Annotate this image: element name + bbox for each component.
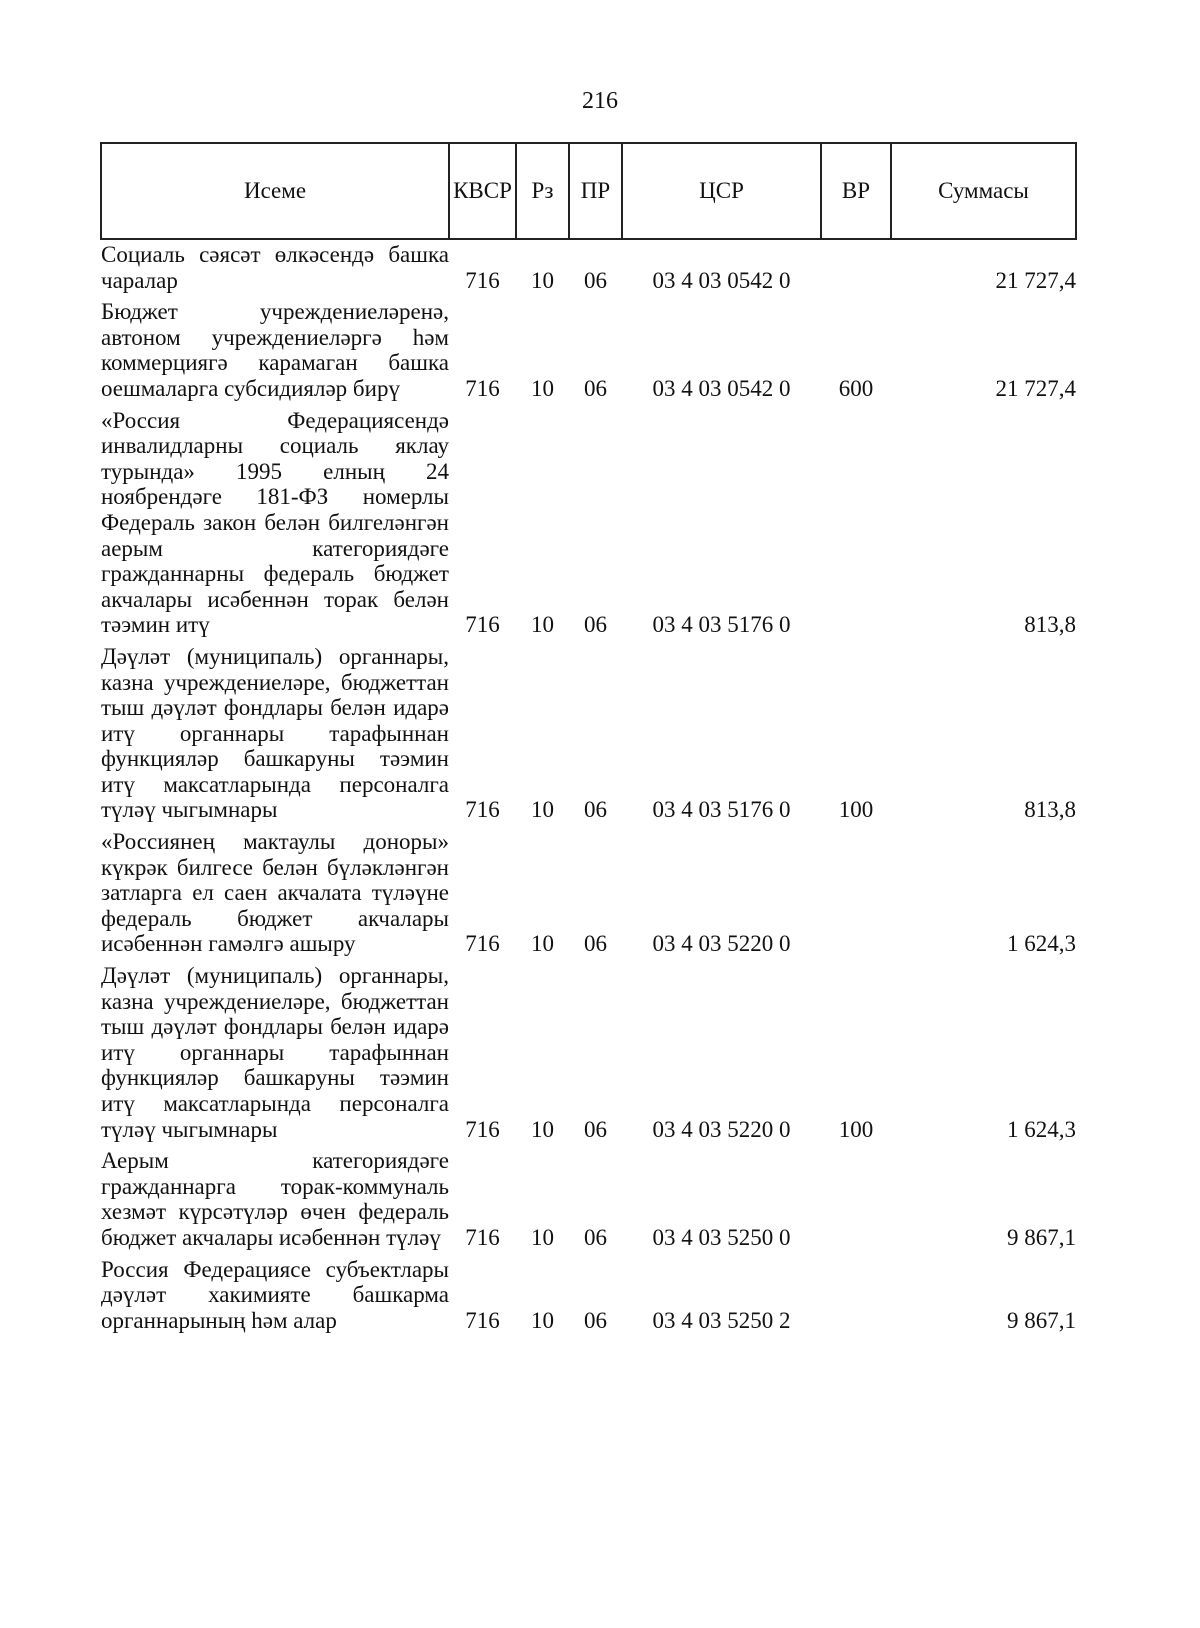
- header-rz: Рз: [516, 143, 569, 239]
- header-pr: ПР: [569, 143, 622, 239]
- row-sum: 9 867,1: [1007, 1224, 1076, 1250]
- row-name: Дәүләт (муниципаль) органнары, казна учреждениеләре, бюджеттан тыш дәүләт фондлары белән идарә итү органнары тарафыннан функцияләр башкаруны тәэмин итү максатларында персоналга түләү чыгымнары: [101, 963, 449, 1142]
- table-row: [101, 642, 1076, 827]
- row-rz: 10: [531, 1307, 554, 1333]
- row-sum: 813,8: [1024, 797, 1076, 823]
- table-row: [101, 827, 1076, 961]
- header-vr: ВР: [821, 143, 891, 239]
- row-csr: 03 4 03 0542 0: [652, 375, 791, 401]
- row-csr: 03 4 03 5220 0: [652, 1116, 791, 1142]
- table-row: [101, 239, 1076, 297]
- table-row: [101, 297, 1076, 405]
- row-sum: 9 867,1: [1007, 1307, 1076, 1333]
- table-row: [101, 1146, 1076, 1254]
- row-vr: [821, 406, 891, 642]
- row-name: Россия Федерациясе субъектлары дәүләт хакимияте башкарма органнарының һәм алар: [101, 1256, 449, 1333]
- row-pr: 06: [584, 612, 607, 638]
- row-name: Аерым категориядәге гражданнарга торак-коммуналь хезмәт күрсәтүләр өчен федераль бюджет акчалары исәбеннән түләү: [101, 1148, 449, 1250]
- header-sum: Суммасы: [891, 143, 1076, 239]
- row-sum: 1 624,3: [1007, 931, 1076, 957]
- row-rz: 10: [531, 931, 554, 957]
- row-pr: 06: [584, 931, 607, 957]
- row-vr: [821, 827, 891, 961]
- row-kvsr: 716: [465, 267, 500, 293]
- row-sum: 21 727,4: [995, 267, 1076, 293]
- row-vr: [821, 1146, 891, 1254]
- budget-table: [100, 142, 1077, 1337]
- row-rz: 10: [531, 375, 554, 401]
- row-kvsr: 716: [465, 1224, 500, 1250]
- row-name: Бюджет учреждениеләренә, автоном учреждениеләргә һәм коммерциягә карамаган башка оешмаларга субсидияләр бирү: [101, 299, 449, 401]
- header-kvsr: КВСР: [449, 143, 516, 239]
- row-csr: 03 4 03 5250 0: [652, 1224, 791, 1250]
- row-vr: [821, 239, 891, 297]
- row-kvsr: 716: [465, 612, 500, 638]
- row-pr: 06: [584, 1224, 607, 1250]
- row-kvsr: 716: [465, 1307, 500, 1333]
- table-row: [101, 1255, 1076, 1338]
- row-pr: 06: [584, 375, 607, 401]
- row-rz: 10: [531, 267, 554, 293]
- page-number: 216: [582, 88, 618, 114]
- table-row: [101, 406, 1076, 642]
- row-sum: 1 624,3: [1007, 1116, 1076, 1142]
- row-csr: 03 4 03 5220 0: [652, 931, 791, 957]
- row-kvsr: 716: [465, 1116, 500, 1142]
- row-csr: 03 4 03 5176 0: [652, 612, 791, 638]
- row-csr: 03 4 03 5250 2: [652, 1307, 791, 1333]
- row-pr: 06: [584, 797, 607, 823]
- row-csr: 03 4 03 5176 0: [652, 797, 791, 823]
- row-rz: 10: [531, 1224, 554, 1250]
- row-rz: 10: [531, 612, 554, 638]
- row-vr: [821, 1255, 891, 1338]
- row-name: «Россия Федерациясендә инвалидларны социаль яклау турында» 1995 елның 24 ноябрендәге 181-ФЗ номерлы Федераль закон белән билгеләнгән аерым категориядәге гражданнарны федераль бюджет акчалары исәбеннән торак белән тәэмин итү: [101, 407, 449, 638]
- row-kvsr: 716: [465, 375, 500, 401]
- row-vr: 100: [838, 797, 874, 823]
- row-rz: 10: [531, 797, 554, 823]
- row-pr: 06: [584, 1116, 607, 1142]
- row-csr: 03 4 03 0542 0: [652, 267, 791, 293]
- row-name: «Россиянең мактаулы доноры» күкрәк билгесе белән бүләкләнгән затларга ел саен акчалата түләүне федераль бюджет акчалары исәбеннән гамәлгә ашыру: [101, 829, 449, 957]
- row-vr: 600: [838, 375, 874, 401]
- header-csr: ЦСР: [622, 143, 821, 239]
- table-header-row: [101, 143, 1076, 239]
- row-name: Дәүләт (муниципаль) органнары, казна учреждениеләре, бюджеттан тыш дәүләт фондлары белән идарә итү органнары тарафыннан функцияләр башкаруны тәэмин итү максатларында персоналга түләү чыгымнары: [101, 643, 449, 823]
- table-row: [101, 961, 1076, 1146]
- row-vr: 100: [838, 1116, 874, 1142]
- row-sum: 813,8: [1024, 612, 1076, 638]
- header-name: Исеме: [101, 143, 449, 239]
- row-pr: 06: [584, 267, 607, 293]
- row-pr: 06: [584, 1307, 607, 1333]
- row-sum: 21 727,4: [995, 375, 1076, 401]
- row-rz: 10: [531, 1116, 554, 1142]
- row-name: Социаль сәясәт өлкәсендә башка чаралар: [101, 242, 449, 293]
- row-kvsr: 716: [465, 797, 500, 823]
- row-kvsr: 716: [465, 931, 500, 957]
